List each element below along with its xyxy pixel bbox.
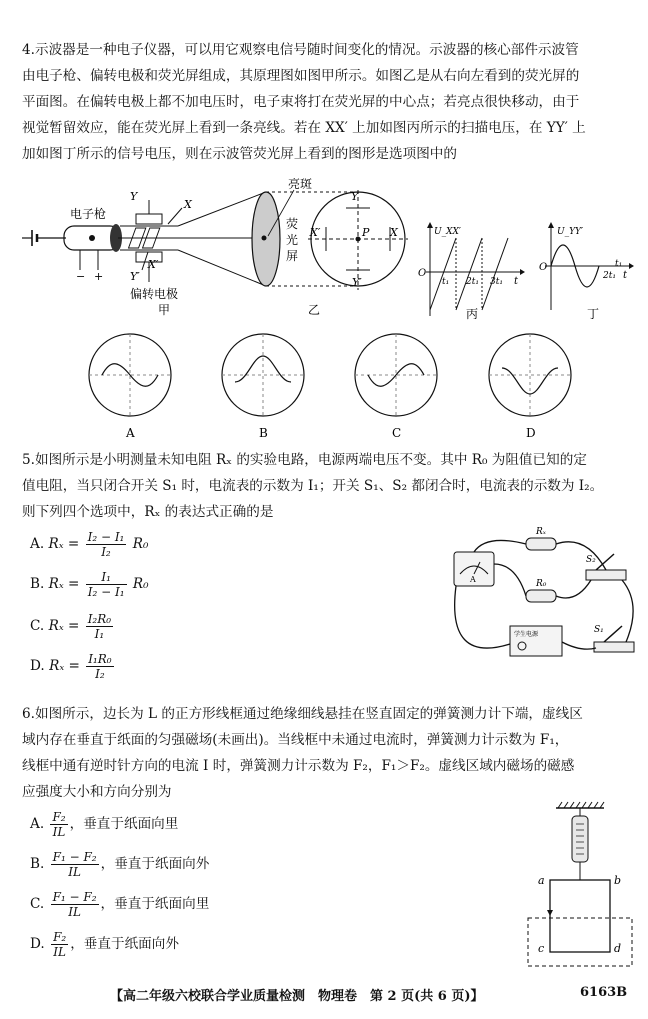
q4-line-2: 由电子枪、偏转电极和荧光屏组成，其原理图如图甲所示。如图乙是从右向左看到的荧光屏的 xyxy=(22,68,580,84)
figure-ding xyxy=(535,220,635,320)
corner-d: d xyxy=(614,942,622,955)
jia-y: Y xyxy=(130,190,138,203)
r0-label: R₀ xyxy=(536,579,547,589)
corner-a: a xyxy=(538,874,545,887)
figure-bing xyxy=(410,220,525,320)
q6-option-d[interactable] xyxy=(30,930,179,959)
q6-option-d-tail: ，垂直于纸面向外 xyxy=(70,936,179,952)
screen-label-2: 光 xyxy=(286,233,299,247)
caption-bing: 丙 xyxy=(466,307,479,320)
q6-option-b[interactable] xyxy=(30,850,209,879)
yi-y-prime: Y′ xyxy=(352,276,362,289)
option-d-label: D xyxy=(526,426,536,440)
electrode-label: 偏转电极 xyxy=(130,287,179,301)
ding-tick-1: t₁ xyxy=(615,259,623,269)
q6-option-b-tail: ，垂直于纸面向外 xyxy=(100,856,210,872)
q5-option-c[interactable] xyxy=(30,612,115,641)
q5-option-c-label: C. xyxy=(30,618,45,634)
footer-code: 6163B xyxy=(580,985,628,1000)
q5-option-b-fraction: $\frac{\text{I₁}}{\text{I₂ − I₁}}$ xyxy=(87,570,125,599)
ding-ylabel: U_YY′ xyxy=(557,227,584,237)
option-a-label: A xyxy=(126,426,135,440)
q5-option-b-lhs: Rₓ = xyxy=(48,576,80,592)
ding-t: t xyxy=(623,270,628,281)
q6-option-a[interactable] xyxy=(30,810,178,839)
q6-option-c[interactable] xyxy=(30,890,209,919)
option-b-figure[interactable] xyxy=(222,334,304,440)
corner-b: b xyxy=(614,874,622,887)
screen-label-3: 屏 xyxy=(286,249,299,263)
ammeter-label: A xyxy=(470,575,476,584)
q6-option-c-label: C. xyxy=(30,896,45,912)
jia-y-prime: Y′ xyxy=(130,270,140,283)
q5-option-a[interactable] xyxy=(30,530,148,559)
q6-option-d-label: D. xyxy=(30,936,45,952)
caption-ding: 丁 xyxy=(587,307,600,320)
q4-line-3: 平面图。在偏转电极上都不加电压时，电子束将打在荧光屏的中心点；若亮点很快移动，由于 xyxy=(22,94,580,110)
s2-label: S₂ xyxy=(586,555,596,565)
yi-p: P xyxy=(362,226,370,239)
q6-option-c-fraction: $\frac{\text{F₁ − F₂}}{IL}$ xyxy=(52,890,97,919)
q6-option-c-tail: ，垂直于纸面向里 xyxy=(100,896,210,912)
q5-option-d-lhs: Rₓ = xyxy=(49,658,80,674)
jia-x: X xyxy=(184,198,192,211)
yi-y: Y xyxy=(351,190,359,203)
q6-option-a-tail: ，垂直于纸面向里 xyxy=(69,816,179,832)
q5-option-c-fraction: $\frac{\text{I₂R₀}}{\text{I₁}}$ xyxy=(87,612,112,641)
caption-yi: 乙 xyxy=(308,303,321,317)
s1-label: S₁ xyxy=(594,625,604,635)
ding-origin: O xyxy=(539,262,548,273)
q5-option-a-lhs: Rₓ = xyxy=(48,536,80,552)
caption-jia: 甲 xyxy=(158,303,171,317)
spot-label: 亮斑 xyxy=(288,178,313,191)
source-label: 学生电源 xyxy=(514,631,539,638)
q6-line-3: 线框中通有逆时针方向的电流 I 时，弹簧测力计示数为 F₂，F₁＞F₂。虚线区域内磁场的磁感 xyxy=(22,758,575,774)
q5-option-a-label: A. xyxy=(30,536,45,552)
q6-option-a-fraction: $\frac{\text{F₂}}{IL}$ xyxy=(52,810,66,839)
q4-line-4: 视觉暂留效应，能在荧光屏上看到一条亮线。若在 XX′ 上加如图丙所示的扫描电压，在 YY′ 上 xyxy=(22,120,586,136)
q6-line-1: 6.如图所示，边长为 L 的正方形线框通过绝缘细线悬挂在竖直固定的弹簧测力计下端，虚线区 xyxy=(22,706,583,722)
minus-sign: − xyxy=(76,270,86,283)
option-c-label: C xyxy=(392,426,402,440)
figure-jia-yi xyxy=(18,178,413,320)
q5-option-b-label: B. xyxy=(30,576,45,592)
plus-sign: + xyxy=(94,270,104,283)
yi-x: X xyxy=(390,226,398,239)
option-a-figure[interactable] xyxy=(89,334,171,440)
bing-ylabel: U_XX′ xyxy=(434,227,461,237)
rx-label: Rₓ xyxy=(536,527,546,537)
q6-option-b-fraction: $\frac{\text{F₁ − F₂}}{IL}$ xyxy=(52,850,97,879)
corner-c: c xyxy=(538,942,545,955)
option-b-label: B xyxy=(259,426,268,440)
q5-option-b-tail: R₀ xyxy=(132,576,149,592)
bing-t: t xyxy=(514,276,519,287)
q6-line-4: 应强度大小和方向分别为 xyxy=(22,784,172,800)
q6-option-b-label: B. xyxy=(30,856,45,872)
bing-tick-3: 3t₁ xyxy=(490,277,503,287)
q5-option-a-fraction: $\frac{\text{I₂ − I₁}}{\text{I₂}}$ xyxy=(87,530,125,559)
option-c-figure[interactable] xyxy=(355,334,437,440)
q5-line-2: 值电阻，当只闭合开关 S₁ 时，电流表的示数为 I₁；开关 S₁、S₂ 都闭合时，电流表的示数为 I₂。 xyxy=(22,478,604,494)
spring-balance-figure xyxy=(520,800,636,970)
bing-tick-2: 2t₁ xyxy=(466,277,479,287)
q5-option-d-fraction: $\frac{\text{I₁R₀}}{\text{I₂}}$ xyxy=(88,652,112,681)
screen-label-1: 荧 xyxy=(286,217,299,231)
bing-tick-1: t₁ xyxy=(442,277,450,287)
jia-x-prime: X′ xyxy=(148,258,159,271)
q6-option-d-fraction: $\frac{\text{F₂}}{IL}$ xyxy=(53,930,67,959)
q4-options xyxy=(80,332,600,442)
q5-option-d[interactable] xyxy=(30,652,116,681)
option-d-figure[interactable] xyxy=(489,334,571,440)
q5-line-3: 则下列四个选项中，Rₓ 的表达式正确的是 xyxy=(22,504,274,520)
q6-option-a-label: A. xyxy=(30,816,45,832)
yi-x-prime: X′ xyxy=(310,226,321,239)
q5-line-1: 5.如图所示是小明测量未知电阻 Rₓ 的实验电路，电源两端电压不变。其中 R₀ 为阻值已知的定 xyxy=(22,452,587,468)
bing-origin: O xyxy=(418,268,427,279)
q6-line-2: 域内存在垂直于纸面的匀强磁场(未画出)。当线框中未通过电流时，弹簧测力计示数为 F₁， xyxy=(22,732,569,748)
footer-text: 【高二年级六校联合学业质量检测 物理卷 第 2 页(共 6 页)】 xyxy=(110,989,484,1004)
q5-option-a-tail: R₀ xyxy=(132,536,149,552)
q4-line-1: 4.示波器是一种电子仪器，可以用它观察电信号随时间变化的情况。示波器的核心部件示波管 xyxy=(22,42,579,58)
q5-option-b[interactable] xyxy=(30,570,149,599)
q5-option-c-lhs: Rₓ = xyxy=(48,618,80,634)
q4-line-5: 加如图丁所示的信号电压，则在示波管荧光屏上看到的图形是选项图中的 xyxy=(22,146,457,162)
q5-option-d-label: D. xyxy=(30,658,45,674)
gun-label: 电子枪 xyxy=(70,207,107,221)
circuit-figure xyxy=(446,524,642,674)
ding-tick-2: 2t₁ xyxy=(603,271,616,281)
